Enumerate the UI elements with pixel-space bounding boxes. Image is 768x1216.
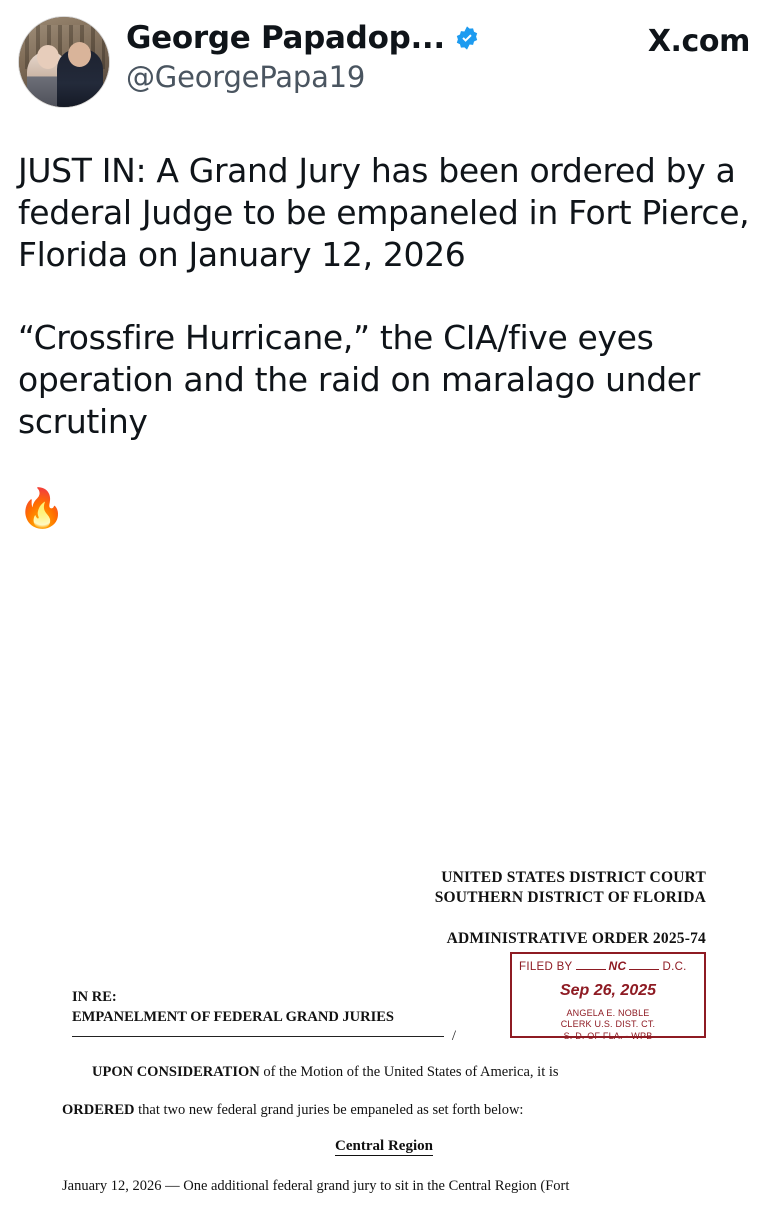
region-heading-text: Central Region: [335, 1138, 433, 1154]
fire-emoji-icon: 🔥: [18, 486, 66, 531]
avatar-head-right: [68, 42, 91, 67]
account-handle[interactable]: @GeorgePapa19: [126, 60, 366, 94]
filed-by-row: [519, 959, 697, 973]
avatar-head-left: [37, 45, 59, 69]
upon-consideration-rest: of the Motion of the United States of America, it is: [259, 1064, 559, 1080]
final-paragraph: January 12, 2026 — One additional federal grand jury to sit in the Central Region (Fort: [62, 1178, 570, 1194]
attached-document-image[interactable]: [0, 840, 768, 1216]
clerk-district: S. D. OF FLA. - WPB: [563, 1030, 653, 1041]
filed-by-underline-left: [576, 959, 606, 970]
avatar[interactable]: [18, 16, 110, 108]
clerk-title: CLERK U.S. DIST. CT.: [560, 1019, 656, 1030]
court-heading: [62, 840, 706, 908]
tweet-paragraph-1: JUST IN: A Grand Jury has been ordered by a federal Judge to be empaneled in Fort Pierce, Florida on January 12, 2026: [18, 151, 760, 275]
filed-stamp: [510, 952, 706, 1041]
court-line-1: UNITED STATES DISTRICT COURT: [441, 869, 706, 886]
paragraph-spacer: [18, 277, 750, 317]
upon-consideration-paragraph: [62, 1062, 706, 1082]
in-re-label: IN RE:: [72, 989, 117, 1005]
ordered-bold: ORDERED: [62, 1102, 135, 1118]
in-re-subject: EMPANELMENT OF FEDERAL GRAND JURIES: [72, 1008, 394, 1025]
clerk-name: ANGELA E. NOBLE: [566, 1008, 650, 1018]
tweet-body: [0, 108, 768, 531]
upon-consideration-bold: UPON CONSIDERATION: [92, 1064, 260, 1080]
display-name[interactable]: George Papadop...: [126, 20, 445, 56]
filed-by-initials: NC: [608, 959, 627, 973]
source-label: X.com: [647, 24, 750, 59]
account-info: [126, 16, 648, 94]
in-re-block: [72, 988, 394, 1027]
ordered-rest: that two new federal grand juries be empaneled as set forth below:: [134, 1102, 524, 1118]
document-page: [0, 840, 768, 1216]
stamp-date: Sep 26, 2025: [559, 982, 657, 999]
region-heading: [0, 1138, 768, 1155]
filed-by-underline-right: [629, 959, 659, 970]
filed-by-label: FILED BY: [519, 961, 573, 973]
verified-badge-icon: [454, 25, 480, 51]
administrative-order-number: ADMINISTRATIVE ORDER 2025-74: [446, 930, 706, 948]
name-row: [126, 20, 648, 56]
tweet-paragraph-2: “Crossfire Hurricane,” the CIA/five eyes operation and the raid on maralago under scrutiny: [18, 317, 711, 442]
court-line-2: SOUTHERN DISTRICT OF FLORIDA: [434, 889, 706, 907]
dc-label: D.C.: [662, 961, 687, 973]
tweet-header: [0, 0, 768, 108]
stamp-clerk-block: [519, 1008, 697, 1042]
ordered-paragraph: [62, 1100, 706, 1120]
signature-rule: [72, 1036, 444, 1037]
